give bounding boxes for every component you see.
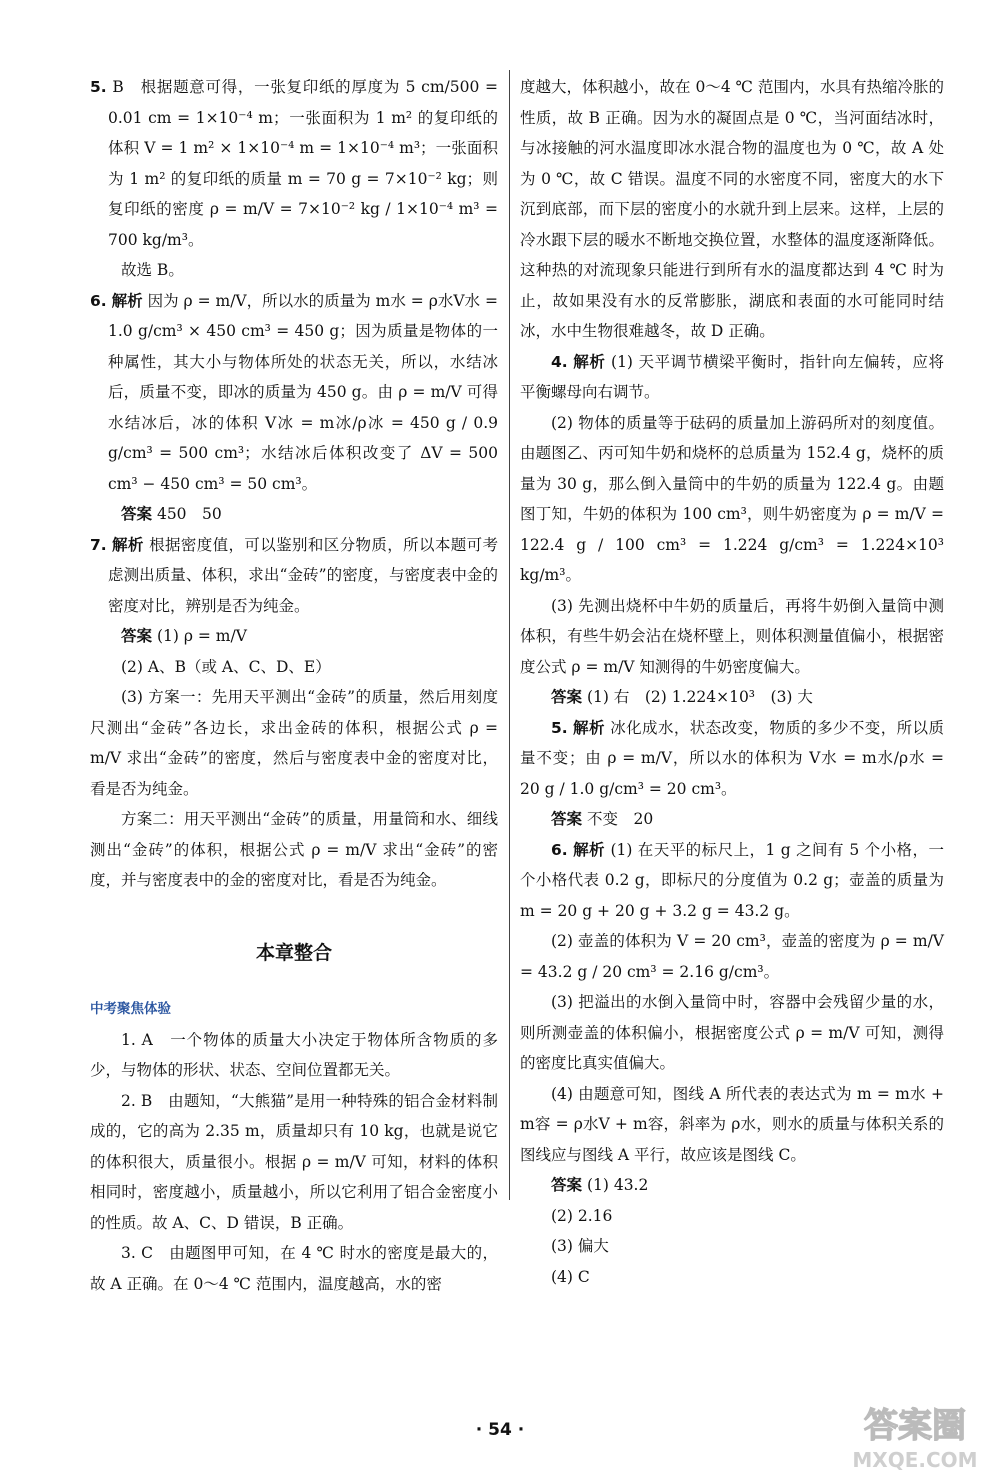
r6-answer-4 [520, 1262, 944, 1293]
r5-text: 冰化成水，状态改变，物质的多少不变，所以质量不变；由 ρ = m/V，所以水的体积为 V水 = m水/ρ水 = 20 g / 1.0 g/cm³ = 20 cm³。 [520, 718, 944, 798]
right-column [520, 72, 944, 1292]
chapter-title: 本章整合 [255, 941, 332, 964]
r6-answer-2 [520, 1201, 944, 1232]
r4-block [520, 347, 944, 408]
r6-part2 [520, 926, 944, 987]
r5-label: 解析 [573, 718, 605, 737]
r6-answer-label: 答案 [551, 1176, 583, 1194]
r5-answer-label: 答案 [551, 810, 583, 828]
q5-block [90, 72, 498, 255]
r4-part3-text: (3) 先测出烧杯中牛奶的质量后，再将牛奶倒入量筒中测体积，有些牛奶会沾在烧杯壁上，则体积测量值偏小，根据密度公式 ρ = m/V 知测得的牛奶密度偏大。 [520, 596, 944, 676]
r5-number: 5. [551, 718, 568, 737]
mc-2-text: 2. B 由题知，“大熊猫”是用一种特殊的铝合金材料制成的，它的高为 2.35 m，质量却只有 10 kg，也就是说它的体积很大，质量很小。根据 ρ = m/V 可知，材料的体积相同时，密度越小，质量越小，所以它利用了铝合金密度小的性质。故 A、C、D 错误，B 正确。 [90, 1091, 498, 1232]
r6-answer [520, 1170, 944, 1201]
q6-text: 因为 ρ = m/V，所以水的质量为 m水 = ρ水V水 = 1.0 g/cm³ × 450 cm³ = 450 g；因为质量是物体的一种属性，其大小与物体所处的状态无关，所以，水结冰后，质量不变，即冰的质量为 450 g。由 ρ = m/V 可得水结冰后，冰的体积 V冰 = m冰/ρ冰 = 450 g / 0.9 g/cm³ = 500 cm³；水结冰后体积改变了 ΔV = 500 cm³ − 450 cm³ = 50 cm³。 [108, 291, 498, 493]
q7-answer-label: 答案 [121, 627, 153, 645]
q6-label: 解析 [111, 291, 143, 310]
q7-answer-2 [90, 652, 498, 683]
r6-label: 解析 [573, 840, 606, 859]
q6-answer-label: 答案 [121, 505, 153, 523]
r4-answer-text: (1) 右 (2) 1.224×10³ (3) 大 [586, 688, 813, 706]
q7-number: 7. [90, 535, 107, 554]
left-column [90, 72, 498, 1299]
mc-3 [90, 1238, 498, 1299]
r4-text: (1) 天平调节横梁平衡时，指针向左偏转，应将平衡螺母向右调节。 [520, 352, 944, 401]
q5-text: B 根据题意可得，一张复印纸的厚度为 5 cm/500 = 0.01 cm = 1×10⁻⁴ m；一张面积为 1 m² 的复印纸的体积 V = 1 m² × 1×10⁻⁴ m = 1×10⁻⁴ m³；一张面积为 1 m² 的复印纸的质量 m = 70 g = 7×10⁻² kg；则复印纸的密度 ρ = m/V = 7×10⁻² kg / 1×10⁻⁴ m³ = 700 kg/m³。 [108, 78, 498, 249]
q5-number: 5. [90, 78, 107, 96]
q7-answer-3 [90, 682, 498, 804]
q7-label: 解析 [112, 535, 144, 554]
r6-text: (1) 在天平的标尺上，1 g 之间有 5 个小格，一个小格代表 0.2 g，即标尺的分度值为 0.2 g；壶盖的质量为 m = 20 g + 20 g + 3.2 g = 43.2 g。 [520, 840, 944, 920]
r5-block [520, 713, 944, 805]
page-number: · 54 · [475, 1420, 525, 1440]
q6-answer-text: 450 50 [156, 505, 222, 523]
r6-part2-text: (2) 壶盖的体积为 V = 20 cm³，壶盖的密度为 ρ = m/V = 43.2 g / 20 cm³ = 2.16 g/cm³。 [520, 932, 944, 981]
section-title: 中考聚焦体验 [90, 1001, 171, 1017]
q6-block [90, 286, 498, 500]
q7-answer-3-text: (3) 方案一：先用天平测出“金砖”的质量，然后用刻度尺测出“金砖”各边长，求出金砖的体积，根据公式 ρ = m/V 求出“金砖”的密度，然后与密度表中金的密度对比，看是否为纯金。 [90, 688, 498, 798]
q7-answer-text: (1) ρ = m/V [156, 627, 247, 645]
q7-answer-4 [90, 804, 498, 896]
watermark-logo [840, 1395, 990, 1475]
r4-answer-label: 答案 [551, 688, 583, 706]
mc-3-continued [520, 72, 944, 347]
q5-conclusion [90, 255, 498, 286]
r4-answer [520, 682, 944, 713]
r5-answer [520, 804, 944, 835]
q7-answer-4-text: 方案二：用天平测出“金砖”的质量，用量筒和水、细线测出“金砖”的体积，根据公式 ρ = m/V 求出“金砖”的密度，并与密度表中的金的密度对比，看是否为纯金。 [90, 810, 498, 889]
r6-number: 6. [551, 840, 568, 859]
r6-answer-text: (1) 43.2 [586, 1176, 649, 1194]
mc-1 [90, 1025, 498, 1086]
q7-text: 根据密度值，可以鉴别和区分物质，所以本题可考虑测出质量、体积，求出“金砖”的密度，与密度表中金的密度对比，辨别是否为纯金。 [108, 535, 498, 615]
q6-number: 6. [90, 291, 107, 310]
r6-part3 [520, 987, 944, 1079]
r6-part4 [520, 1079, 944, 1171]
r4-part3 [520, 591, 944, 683]
r4-part2-text: (2) 物体的质量等于砝码的质量加上游码所对的刻度值。由题图乙、丙可知牛奶和烧杯的总质量为 152.4 g，烧杯的质量为 30 g，那么倒入量筒中的牛奶的质量为 122.4 g。由题图丁知，牛奶的体积为 100 cm³，则牛奶密度为 ρ = m/V = 122.4 g / 100 cm³ = 1.224 g/cm³ = 1.224×10³ kg/m³。 [520, 413, 944, 584]
q7-answer-2-text: (2) A、B（或 A、C、D、E） [121, 657, 331, 676]
q6-answer [90, 499, 498, 530]
watermark-main: 答案圈 [864, 1406, 966, 1446]
r6-part4-text: (4) 由题意可知，图线 A 所代表的表达式为 m = m水 + m容 = ρ水V + m容，斜率为 ρ水，则水的质量与体积关系的图线应与图线 A 平行，故应该是图线 C。 [520, 1084, 944, 1164]
r4-part2 [520, 408, 944, 591]
watermark-domain: MXQE.COM [852, 1448, 978, 1472]
r6-answer-4-text: (4) C [551, 1267, 590, 1286]
mc-1-text: 1. A 一个物体的质量大小决定于物体所含物质的多少，与物体的形状、状态、空间位置都无关。 [90, 1030, 498, 1079]
q7-block [90, 530, 498, 622]
r6-answer-3 [520, 1231, 944, 1262]
mc-3-text: 3. C 由题图甲可知，在 4 ℃ 时水的密度是最大的，故 A 正确。在 0～4 ℃ 范围内，温度越高，水的密 [90, 1244, 498, 1293]
r6-block [520, 835, 944, 927]
r6-answer-2-text: (2) 2.16 [551, 1206, 613, 1225]
q5-conclusion-text: 故选 B。 [121, 261, 184, 279]
mc-2 [90, 1086, 498, 1239]
column-divider [509, 70, 510, 1200]
r6-answer-3-text: (3) 偏大 [551, 1237, 609, 1255]
q7-answer [90, 621, 498, 652]
r4-number: 4. [551, 352, 568, 371]
r5-answer-text: 不变 20 [586, 810, 654, 828]
r4-label: 解析 [573, 352, 606, 371]
mc-3-continued-text: 度越大，体积越小，故在 0～4 ℃ 范围内，水具有热缩冷胀的性质，故 B 正确。因为水的凝固点是 0 ℃，当河面结冰时，与冰接触的河水温度即冰水混合物的温度也为 0 ℃，故 A 处为 0 ℃，故 C 错误。温度不同的水密度不同，密度大的水下沉到底部，而下层的密度小的水就升到上层来。这样，上层的冷水跟下层的暖水不断地交换位置，水整体的温度逐渐降低。这种热的对流现象只能进行到所有水的温度都达到 4 ℃ 时为止，故如果没有水的反常膨胀，湖底和表面的水可能同时结冰，水中生物很难越冬，故 D 正确。 [520, 78, 944, 340]
r6-part3-text: (3) 把溢出的水倒入量筒中时，容器中会残留少量的水，则所测壶盖的体积偏小，根据密度公式 ρ = m/V 可知，测得的密度比真实值偏大。 [520, 993, 944, 1072]
